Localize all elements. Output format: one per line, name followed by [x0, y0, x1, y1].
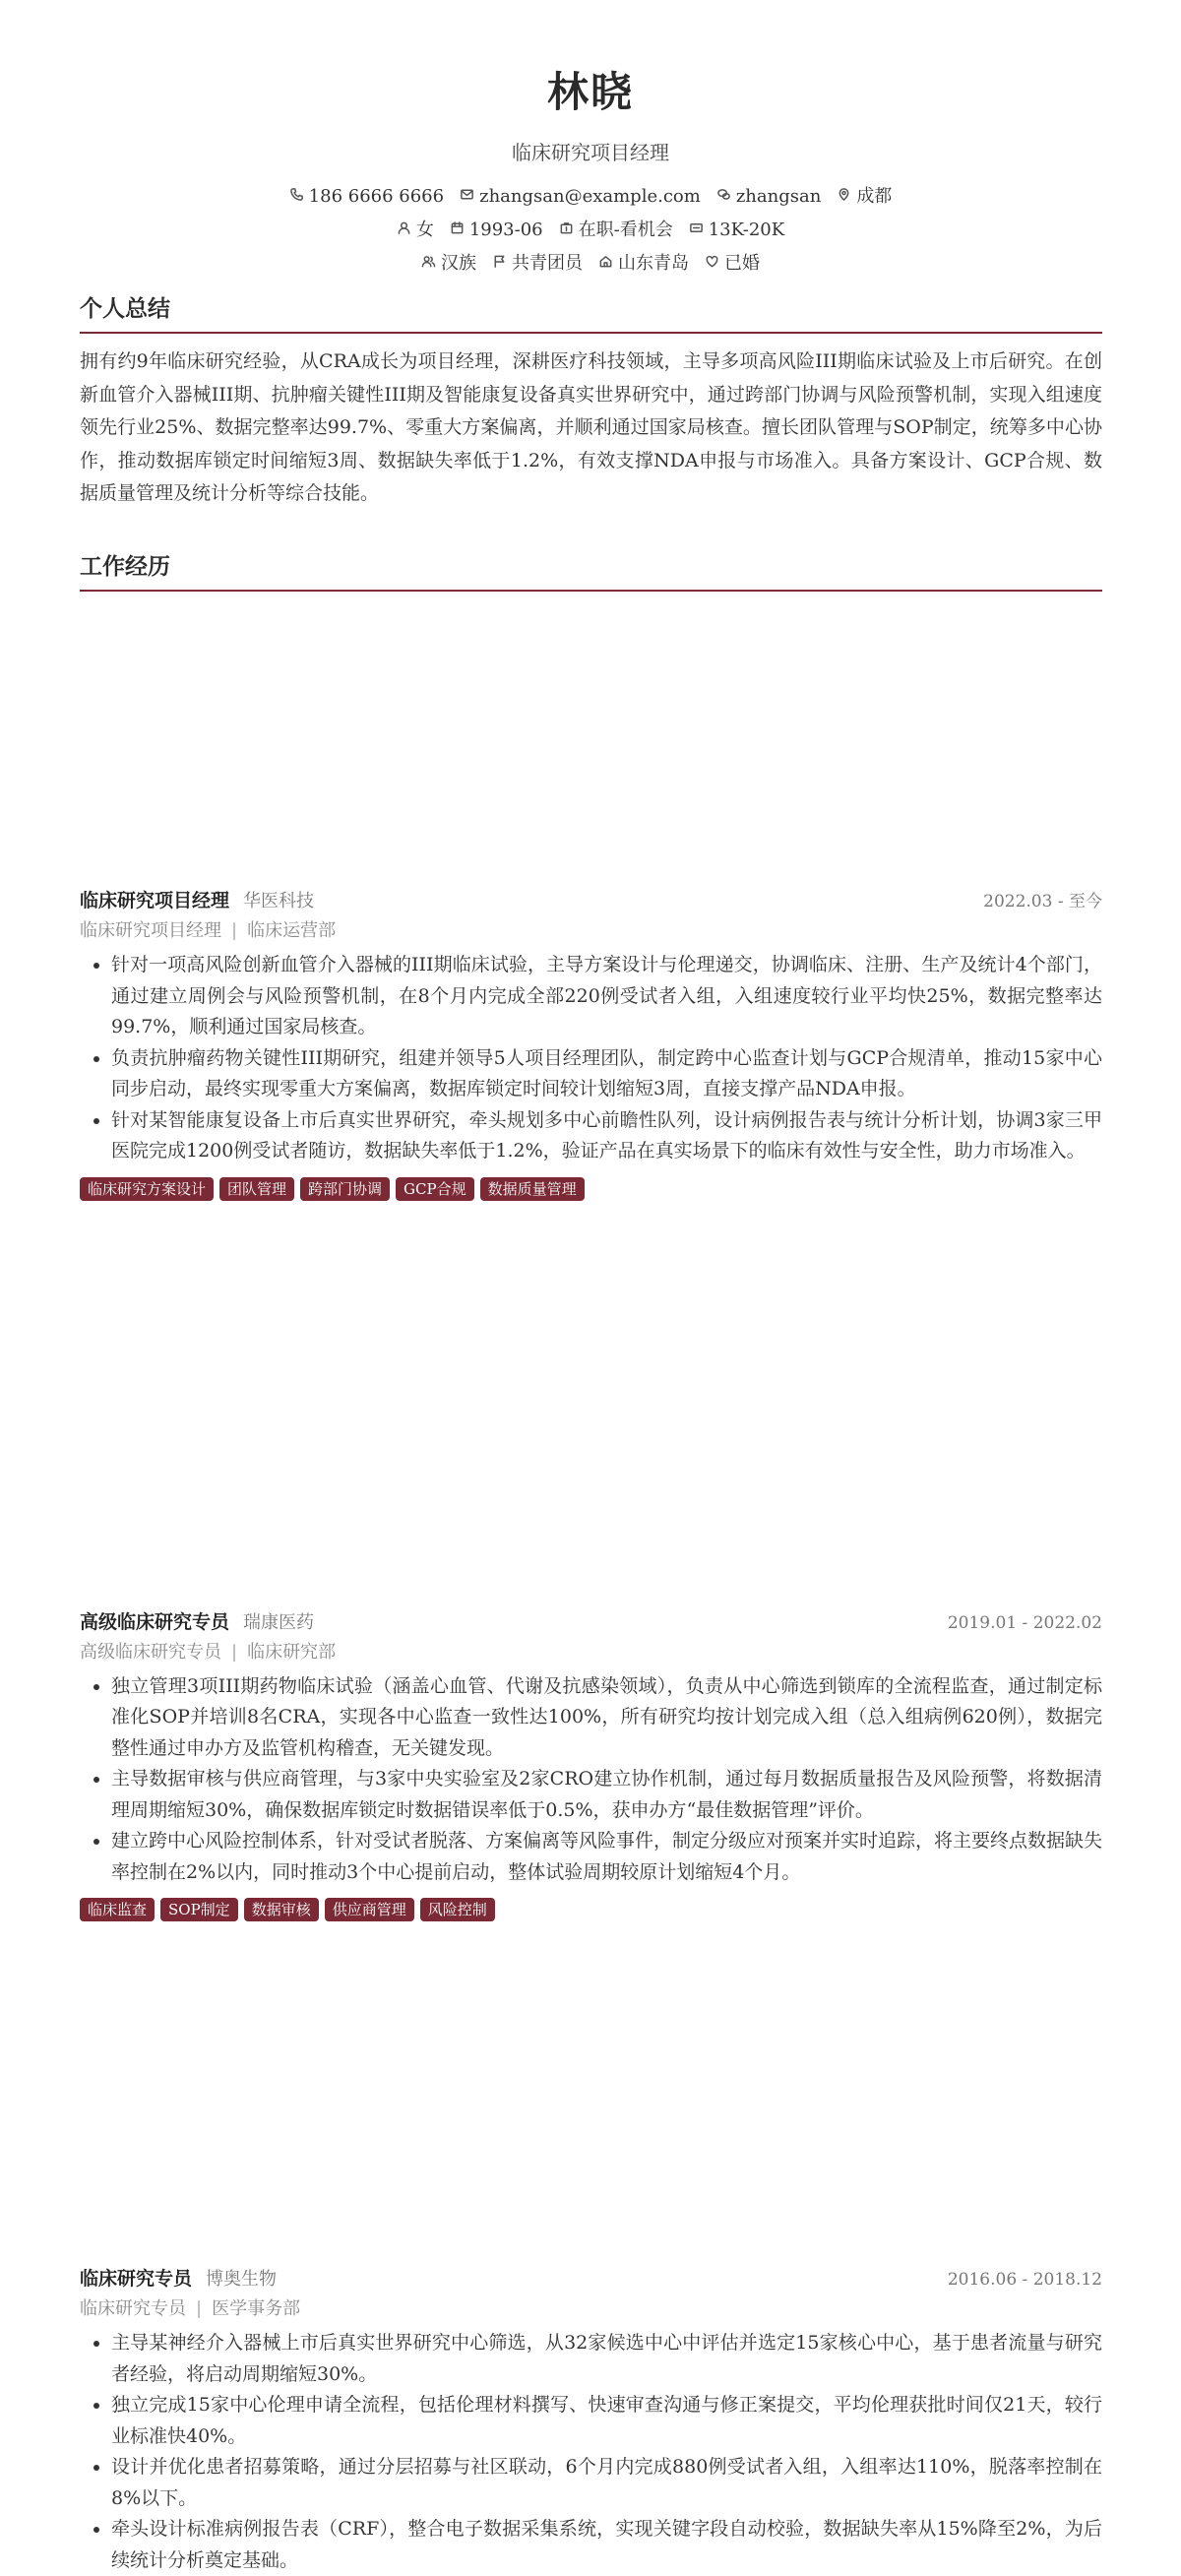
list-item: • 主导某神经介入器械上市后真实世界研究中心筛选，从32家候选中心中评估并选定15家核心中心，基于患者流量与研究者经验，将启动周期缩短30%。 [111, 2328, 1102, 2390]
info-salary: 13K-20K [689, 219, 784, 242]
contact-row-1 [0, 185, 1181, 209]
skill-tag: 风险控制 [420, 1898, 495, 1921]
job-date: 2022.03 - 至今 [983, 892, 1102, 911]
contact-wechat: zhangsan [716, 185, 821, 209]
job-subtitle: 临床研究项目经理 | 临床运营部 [80, 920, 337, 941]
job-company: 华医科技 [243, 891, 315, 911]
job-role: 高级临床研究专员 [80, 1641, 221, 1663]
info-hometown: 山东青岛 [598, 252, 689, 276]
info-birth: 1993-06 [450, 219, 543, 242]
summary-section [80, 294, 1102, 511]
skill-tag: 跨部门协调 [300, 1177, 390, 1201]
job-role: 临床研究专员 [80, 2298, 186, 2319]
job-bullets [80, 2328, 1102, 2576]
calendar-icon [450, 219, 465, 242]
job-subtitle: 高级临床研究专员 | 临床研究部 [80, 1641, 337, 1663]
user-icon [397, 219, 411, 242]
list-item: • 牵头设计标准病例报告表（CRF），整合电子数据采集系统，实现关键字段自动校验，数据缺失率从15%降至2%，为后续统计分析奠定基础。 [111, 2514, 1102, 2576]
phone-icon [289, 185, 304, 209]
job-entry [80, 2265, 1102, 2576]
skill-tag: 供应商管理 [325, 1898, 414, 1921]
skill-tags [80, 1898, 1102, 1921]
info-ethnicity: 汉族 [421, 252, 476, 276]
job-department: 临床运营部 [247, 920, 337, 941]
job-header [80, 1608, 1102, 1637]
job-title: 临床研究专员 [80, 2268, 193, 2290]
contact-phone: 186 6666 6666 [289, 185, 444, 209]
job-header [80, 887, 1102, 915]
heart-icon [705, 252, 719, 276]
contact-row-2 [0, 219, 1181, 242]
job-title: 高级临床研究专员 [80, 1610, 230, 1633]
skill-tags [80, 1177, 1102, 1201]
mail-icon [460, 185, 474, 209]
job-bullets [80, 950, 1102, 1167]
job-subtitle: 临床研究专员 | 医学事务部 [80, 2298, 301, 2319]
job-bullets [80, 1671, 1102, 1889]
job-entry [80, 887, 1102, 1201]
list-item: • 负责抗肿瘤药物关键性III期研究，组建并领导5人项目经理团队，制定跨中心监查计划与GCP合规清单，推动15家中心同步启动，最终实现零重大方案偏离，数据库锁定时间较计划缩短3周，直接支撑产品NDA申报。 [111, 1043, 1102, 1105]
list-item: • 针对某智能康复设备上市后真实世界研究，牵头规划多中心前瞻性队列，设计病例报告表与统计分析计划，协调3家三甲医院完成1200例受试者随访，数据缺失率低于1.2%，验证产品在真实场景下的临床有效性与安全性，助力市场准入。 [111, 1105, 1102, 1167]
job-department: 临床研究部 [247, 1641, 337, 1663]
contact-location: 成都 [837, 185, 892, 209]
job-role: 临床研究项目经理 [80, 920, 221, 941]
skill-tag: 临床监查 [80, 1898, 155, 1921]
home-icon [598, 252, 613, 276]
info-status: 在职-看机会 [559, 219, 673, 242]
people-icon [421, 252, 436, 276]
job-header [80, 2265, 1102, 2293]
job-date: 2016.06 - 2018.12 [947, 2270, 1102, 2290]
contact-email[interactable]: zhangsan@example.com [460, 185, 701, 209]
contact-row-3 [0, 252, 1181, 276]
info-political: 共青团员 [492, 252, 583, 276]
job-company: 博奥生物 [206, 2269, 278, 2290]
list-item: • 独立完成15家中心伦理申请全流程，包括伦理材料撰写、快速审查沟通与修正案提交，平均伦理获批时间仅21天，较行业标准快40%。 [111, 2390, 1102, 2452]
info-gender: 女 [397, 219, 434, 242]
job-target-title: 临床研究项目经理 [512, 141, 669, 164]
skill-tag: 团队管理 [219, 1177, 294, 1201]
skill-tag: GCP合规 [396, 1177, 474, 1201]
skill-tag: 临床研究方案设计 [80, 1177, 214, 1201]
experience-section [80, 552, 1102, 592]
job-company: 瑞康医药 [243, 1611, 315, 1633]
section-title-experience: 工作经历 [80, 552, 1102, 592]
job-date: 2019.01 - 2022.02 [947, 1612, 1102, 1633]
job-title: 临床研究项目经理 [80, 890, 230, 911]
list-item: • 建立跨中心风险控制体系，针对受试者脱落、方案偏离等风险事件，制定分级应对预案并实时追踪，将主要终点数据缺失率控制在2%以内，同时推动3个中心提前启动，整体试验周期较原计划缩短4个月。 [111, 1826, 1102, 1888]
job-entry [80, 1608, 1102, 1922]
candidate-name: 林晓 [546, 68, 634, 116]
flag-icon [492, 252, 507, 276]
skill-tag: 数据审核 [244, 1898, 319, 1921]
job-department: 医学事务部 [212, 2298, 301, 2319]
list-item: • 设计并优化患者招募策略，通过分层招募与社区联动，6个月内完成880例受试者入组，入组率达110%，脱落率控制在8%以下。 [111, 2452, 1102, 2514]
status-icon [559, 219, 574, 242]
skill-tag: SOP制定 [160, 1898, 238, 1921]
resume-header [0, 0, 1181, 276]
list-item: • 主导数据审核与供应商管理，与3家中央实验室及2家CRO建立协作机制，通过每月数据质量报告及风险预警，将数据清理周期缩短30%，确保数据库锁定时数据错误率低于0.5%，获申办方“最佳数据管理”评价。 [111, 1764, 1102, 1826]
skill-tag: 数据质量管理 [480, 1177, 585, 1201]
list-item: • 针对一项高风险创新血管介入器械的III期临床试验，主导方案设计与伦理递交，协调临床、注册、生产及统计4个部门，通过建立周例会与风险预警机制，在8个月内完成全部220例受试者入组，入组速度较行业平均快25%，数据完整率达99.7%，顺利通过国家局核查。 [111, 950, 1102, 1043]
section-title-summary: 个人总结 [80, 294, 1102, 334]
list-item: • 独立管理3项III期药物临床试验（涵盖心血管、代谢及抗感染领域），负责从中心筛选到锁库的全流程监查，通过制定标准化SOP并培训8名CRA，实现各中心监查一致性达100%，所有研究均按计划完成入组（总入组病例620例），数据完整性通过申办方及监管机构稽查，无关键发现。 [111, 1671, 1102, 1765]
summary-text: 拥有约9年临床研究经验，从CRA成长为项目经理，深耕医疗科技领域，主导多项高风险III期临床试验及上市后研究。在创新血管介入器械III期、抗肿瘤关键性III期及智能康复设备真实世界研究中，通过跨部门协调与风险预警机制，实现入组速度领先行业25%、数据完整率达99.7%、零重大方案偏离，并顺利通过国家局核查。擅长团队管理与SOP制定，统筹多中心协作，推动数据库锁定时间缩短3周、数据缺失率低于1.2%，有效支撑NDA申报与市场准入。具备方案设计、GCP合规、数据质量管理及统计分析等综合技能。 [80, 350, 1102, 504]
salary-icon [689, 219, 704, 242]
wechat-icon [716, 185, 731, 209]
info-marital: 已婚 [705, 252, 760, 276]
location-icon [837, 185, 851, 209]
